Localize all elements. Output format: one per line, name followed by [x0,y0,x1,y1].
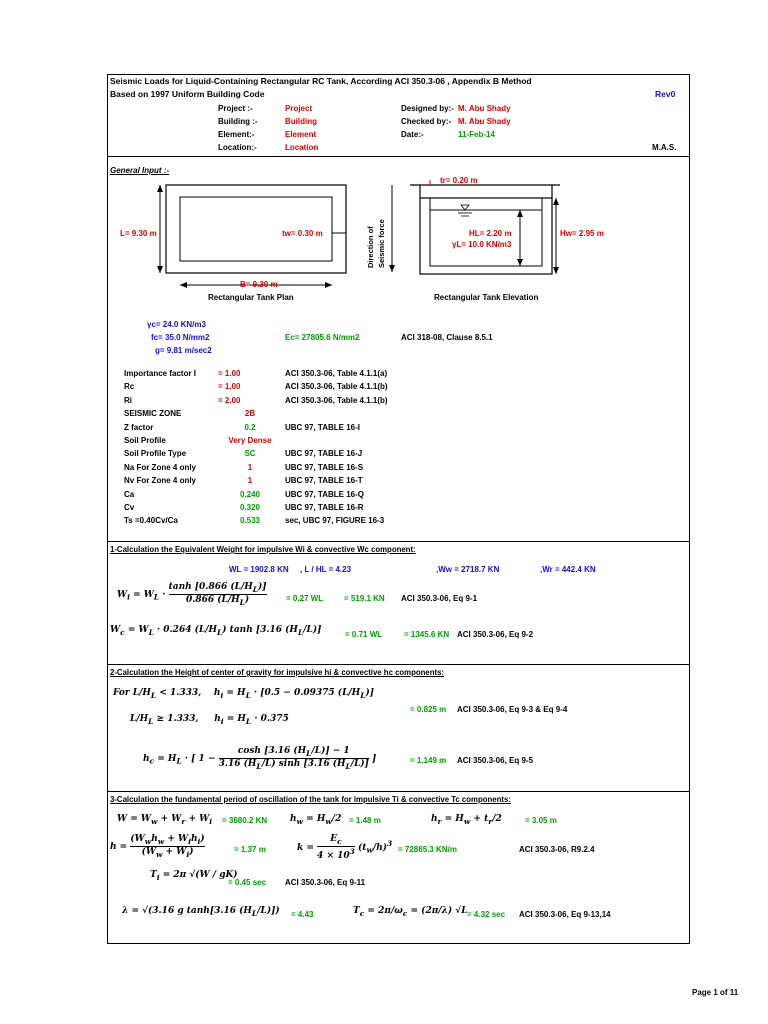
s1-Wi-ref: ACI 350.3-06, Eq 9-1 [401,594,478,603]
elev-tr: tr= 0.20 m [440,176,478,185]
s3-k-val: = 72865.3 KN/m [398,845,457,854]
value-element: Element [285,130,317,139]
param-ref: UBC 97, TABLE 16-J [285,449,363,459]
param-value: 1 [247,462,253,472]
value-date: 11-Feb-14 [458,130,495,139]
header-divider [107,156,690,157]
formula-hr: $h_r = H_w + t_r/2$ [431,814,502,826]
s1-Ww: ,Ww = 2718.7 KN [436,565,500,574]
formula-hi-2: $L/H_L \ge 1.333$, $h_i = H_L \cdot 0.375$ [130,714,289,726]
section2-heading: 2-Calculation the Height of center of gravity for impulsive hi & convective hc components: [110,668,445,677]
param-label: Soil Profile [124,436,166,445]
formula-W: $W = W_w + W_r + W_i$ [117,814,213,826]
value-location: Location [285,143,319,152]
label-building: Building :- [218,117,258,126]
elev-yL: γL= 10.0 KN/m3 [452,240,512,249]
s2-hc-ref: ACI 350.3-06, Eq 9-5 [457,756,534,765]
s2-hc-val: = 1.149 m [410,756,447,765]
plan-B: B= 9.30 m [240,280,278,289]
param-label: Z factor [124,422,154,432]
s1-WL: WL = 1902.8 KN [229,565,289,574]
section3-heading: 3-Calculation the fundamental period of oscillation of the tank for impulsive Ti & convective Tc components: [110,795,511,804]
param-ref: UBC 97, TABLE 16-S [285,462,364,472]
formula-h: h = $\frac{(W_wh_w + W_ih_i)}{(W_w + W_i)}$ [110,834,205,859]
param-value: 1 [247,476,253,486]
material-Ec: Ec= 27805.6 N/mm2 [285,333,360,342]
param-label: Cv [124,503,135,512]
seismic-direction-label-2: Seismic force [377,219,386,268]
param-value: SC [244,449,256,459]
s3-k-ref: ACI 350.3-06, R9.2.4 [519,845,595,854]
document-subtitle: Based on 1997 Uniform Building Code [110,89,265,99]
label-checked: Checked by:- [401,117,452,126]
param-label: Ri [124,395,132,405]
value-building: Building [285,117,317,126]
s1-Wi-val: = 519.1 KN [344,594,385,603]
param-value: = 1.00 [218,382,241,392]
general-input-heading: General Input :- [110,166,170,175]
section2-divider [107,664,690,665]
value-project: Project [285,104,313,113]
param-label: Soil Profile Type [124,449,187,459]
s1-Wr: ,Wr = 442.4 KN [540,565,596,574]
label-designed: Designed by:- [401,104,454,113]
seismic-direction-label-1: Direction of [366,226,375,268]
value-designed: M. Abu Shady [458,104,511,113]
elevation-caption: Rectangular Tank Elevation [434,293,539,302]
param-ref: ACI 350.3-06, Table 4.1.1(b) [285,395,388,405]
s3-lambda-val: = 4.43 [291,910,314,919]
formula-hw: $h_w = H_w/2$ [290,814,342,826]
formula-Wi: $W_i = W_L$ · $\frac{\tanh [0.866 (L/H_L)]}{0.866 (L/H_L)}$ [117,582,267,607]
param-ref: UBC 97, TABLE 16-R [285,503,364,512]
page-number: Page 1 of 11 [692,988,739,997]
formula-hi-1: For $L/H_L < 1.333$, $h_i = H_L \cdot [0.5 - 0.09375$ $(L/H_L)$] [113,688,374,700]
param-ref: UBC 97, TABLE 16-T [285,476,363,486]
initials: M.A.S. [652,143,677,152]
param-label: SEISMIC ZONE [124,409,182,419]
formula-Wc: $W_c = W_L \cdot 0.264$ $(L/H_L)$ tanh [3.16 $(H_L/L)$] [110,625,322,637]
s1-Wc-ratio: = 0.71 WL [345,630,383,639]
revision: Rev0 [655,89,676,99]
param-value: 0.320 [239,503,261,512]
param-value: Very Dense [228,436,272,445]
plan-L: L= 9.30 m [120,229,157,238]
param-value: = 1.00 [218,369,241,378]
s1-LHL: , L / HL = 4.23 [300,565,352,574]
material-yc: γc= 24.0 KN/m3 [147,320,206,329]
s3-Tc-ref: ACI 350.3-06, Eq 9-13,14 [519,910,611,919]
plan-caption: Rectangular Tank Plan [208,293,294,302]
label-date: Date:- [401,130,424,139]
s3-hr-val: = 3.05 m [525,816,557,825]
formula-lambda: λ = √(3.16 g tanh[3.16 $(H_L/L)$]) [122,906,280,918]
value-checked: M. Abu Shady [458,117,511,126]
s1-Wc-ref: ACI 350.3-06, Eq 9-2 [457,630,534,639]
param-ref: ACI 350.3-06, Table 4.1.1(b) [285,382,388,392]
s1-Wi-ratio: = 0.27 WL [286,594,324,603]
param-ref: UBC 97, TABLE 16-Q [285,489,364,499]
s1-Wc-val: = 1345.6 KN [404,630,450,639]
s3-Ti-val: = 0.45 sec [228,878,267,887]
elev-Hw: Hw= 2.95 m [560,229,604,238]
section1-heading: 1-Calculation the Equivalent Weight for impulsive Wi & convective Wc component: [110,545,416,554]
s3-W-val: = 3680.2 KN [222,816,268,825]
param-value: 0.533 [239,516,261,526]
param-ref: ACI 350.3-06, Table 4.1.1(a) [285,369,388,378]
param-ref: sec, UBC 97, FIGURE 16-3 [285,516,385,526]
s3-h-val: = 1.37 m [234,845,266,854]
plan-tw: tw= 0.30 m [282,229,323,238]
param-label: Importance factor I [124,369,197,378]
tank-sketches [100,180,700,305]
section1-divider [107,541,690,542]
s3-Tc-val: = 4.32 sec [467,910,506,919]
label-location: Location:- [218,143,257,152]
material-g: g= 9.81 m/sec2 [155,346,212,355]
s2-hi-ref: ACI 350.3-06, Eq 9-3 & Eq 9-4 [457,705,568,714]
s2-hi-val: = 0.825 m [410,705,447,714]
formula-Tc: $T_c = 2\pi/\omega_c = (2\pi/\lambda)$ √L [353,906,468,918]
param-value: = 2.00 [218,395,241,405]
param-value: 2B [244,409,256,419]
param-label: Na For Zone 4 only [124,462,197,472]
material-Ec-ref: ACI 318-08, Clause 8.5.1 [401,333,493,342]
s3-hw-val: = 1.48 m [349,816,381,825]
material-fc: fc= 35.0 N/mm2 [151,333,210,342]
elev-HL: HL= 2.20 m [469,229,512,238]
param-label: Nv For Zone 4 only [124,476,197,486]
formula-Ti: $T_i = 2\pi$ √(W / gK) [150,870,238,882]
param-value: 0.240 [239,489,261,499]
label-project: Project :- [218,104,253,113]
formula-hc: $h_c = H_L$ · [ 1 − $\frac{\cosh [3.16 (H_L/L)] - 1}{3.16 (H_L/L) \sinh [3.16 (H_L/L)]}$ ] [143,746,377,771]
param-label: Rc [124,382,135,392]
param-value: 0.2 [244,422,256,432]
s3-Ti-ref: ACI 350.3-06, Eq 9-11 [285,878,366,887]
param-label: Ca [124,489,135,499]
param-ref: UBC 97, TABLE 16-I [285,422,360,432]
section3-divider [107,791,690,792]
formula-k: k = $\frac{E_c}{4 \times 10^3}$ $(t_w/h)^3$ [297,834,393,861]
label-element: Element:- [218,130,255,139]
document-title: Seismic Loads for Liquid-Containing Rectangular RC Tank, According ACI 350.3-06 , Appendix B Method [110,76,532,86]
param-label: Ts =0.40Cv/Ca [124,516,178,526]
